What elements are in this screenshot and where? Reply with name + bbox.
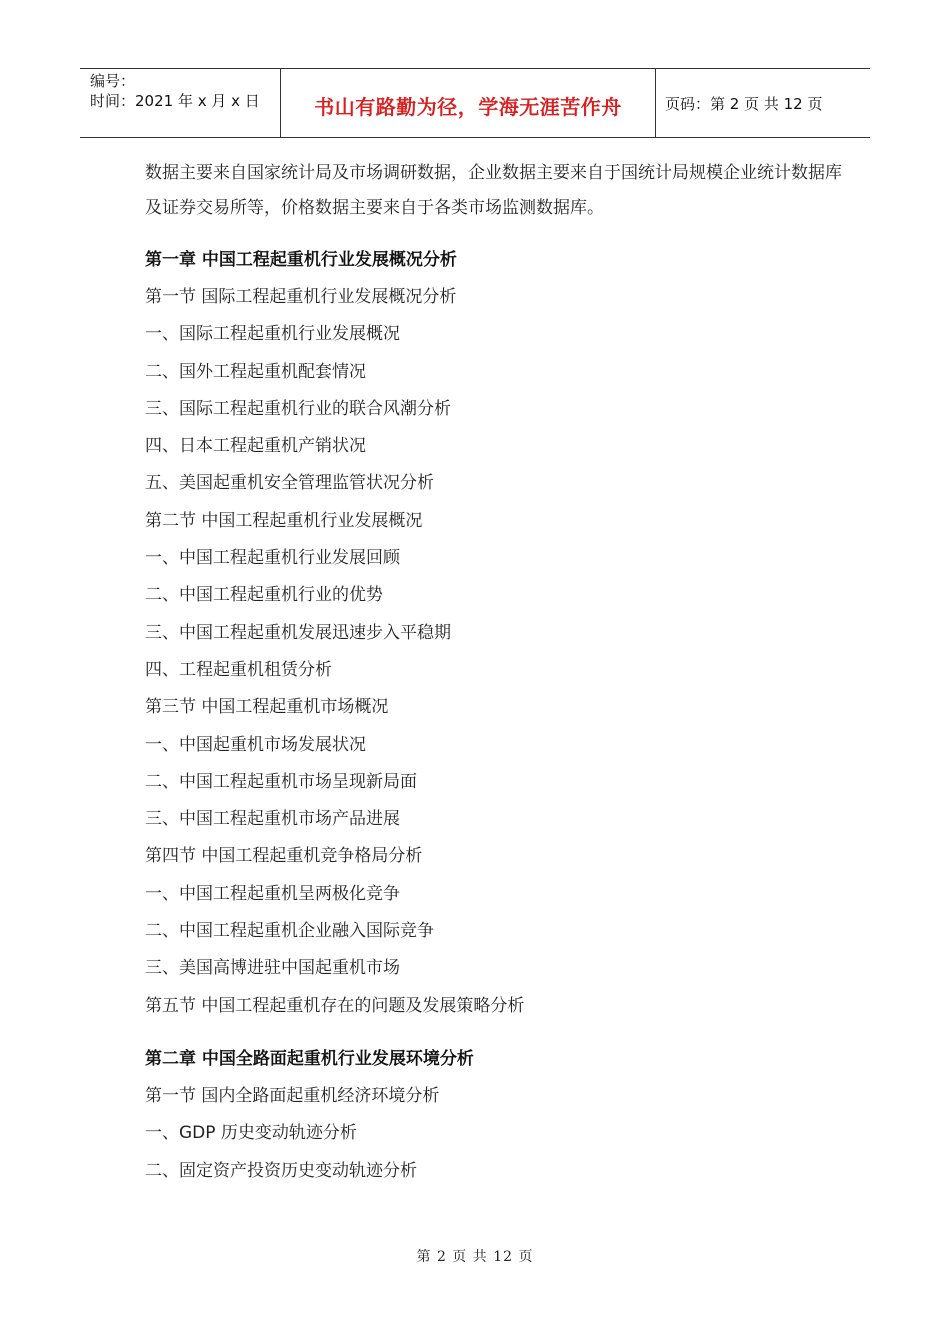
toc-line: 四、工程起重机租赁分析 <box>145 659 332 680</box>
toc-line: 第一节 国内全路面起重机经济环境分析 <box>145 1085 440 1106</box>
intro-paragraph: 数据主要来自国家统计局及市场调研数据，企业数据主要来自于国统计局规模企业统计数据库及证券交易所等，价格数据主要来自于各类市场监测数据库。 <box>145 163 842 218</box>
toc-line: 二、中国工程起重机市场呈现新局面 <box>145 771 417 792</box>
toc-line: 一、中国起重机市场发展状况 <box>145 734 366 755</box>
toc-line: 第四节 中国工程起重机竞争格局分析 <box>145 846 423 867</box>
toc-line: 第二节 中国工程起重机行业发展概况 <box>145 510 423 531</box>
toc-line: 二、中国工程起重机企业融入国际竞争 <box>145 921 434 942</box>
toc-line: 二、中国工程起重机行业的优势 <box>145 585 383 606</box>
page-footer: 第 2 页 共 12 页 <box>416 1249 534 1265</box>
toc-line: 一、中国工程起重机呈两极化竞争 <box>145 883 400 904</box>
toc-line: 第一节 国际工程起重机行业发展概况分析 <box>145 287 457 307</box>
chapter-2-title: 第二章 中国全路面起重机行业发展环境分析 <box>145 1048 474 1069</box>
time-label: 时间：2021 年 x 月 x 日 <box>90 92 260 110</box>
toc-line: 四、日本工程起重机产销状况 <box>145 436 366 457</box>
toc-line: 二、固定资产投资历史变动轨迹分析 <box>145 1160 417 1181</box>
toc-line: 三、中国工程起重机市场产品进展 <box>145 809 400 830</box>
chapter-1-title: 第一章 中国工程起重机行业发展概况分析 <box>145 250 457 270</box>
toc-line: 第五节 中国工程起重机存在的问题及发展策略分析 <box>145 995 525 1016</box>
toc-line: 二、国外工程起重机配套情况 <box>145 361 366 382</box>
toc-line: 一、国际工程起重机行业发展概况 <box>145 324 400 345</box>
toc-line: 一、中国工程起重机行业发展回顾 <box>145 548 400 569</box>
header-motto-cell <box>280 69 656 137</box>
header-page-cell <box>655 69 870 137</box>
chapter-2-toc <box>145 1078 845 1190</box>
toc-line: 三、国际工程起重机行业的联合风潮分析 <box>145 398 451 419</box>
motto-text: 书山有路勤为径，学海无涯苦作舟 <box>314 95 622 119</box>
page-info: 页码：第 2 页 共 12 页 <box>665 95 823 113</box>
toc-line: 三、中国工程起重机发展迅速步入平稳期 <box>145 622 451 643</box>
toc-line: 五、美国起重机安全管理监管状况分析 <box>145 473 434 494</box>
toc-line: 三、美国高博进驻中国起重机市场 <box>145 958 400 979</box>
toc-line: 一、GDP 历史变动轨迹分析 <box>145 1123 357 1144</box>
toc-line: 第三节 中国工程起重机市场概况 <box>145 697 389 718</box>
page-header <box>80 68 870 138</box>
header-meta-cell <box>80 69 280 137</box>
document-body <box>145 156 845 1190</box>
chapter-1-toc <box>145 279 845 1025</box>
number-label: 编号： <box>90 72 136 90</box>
